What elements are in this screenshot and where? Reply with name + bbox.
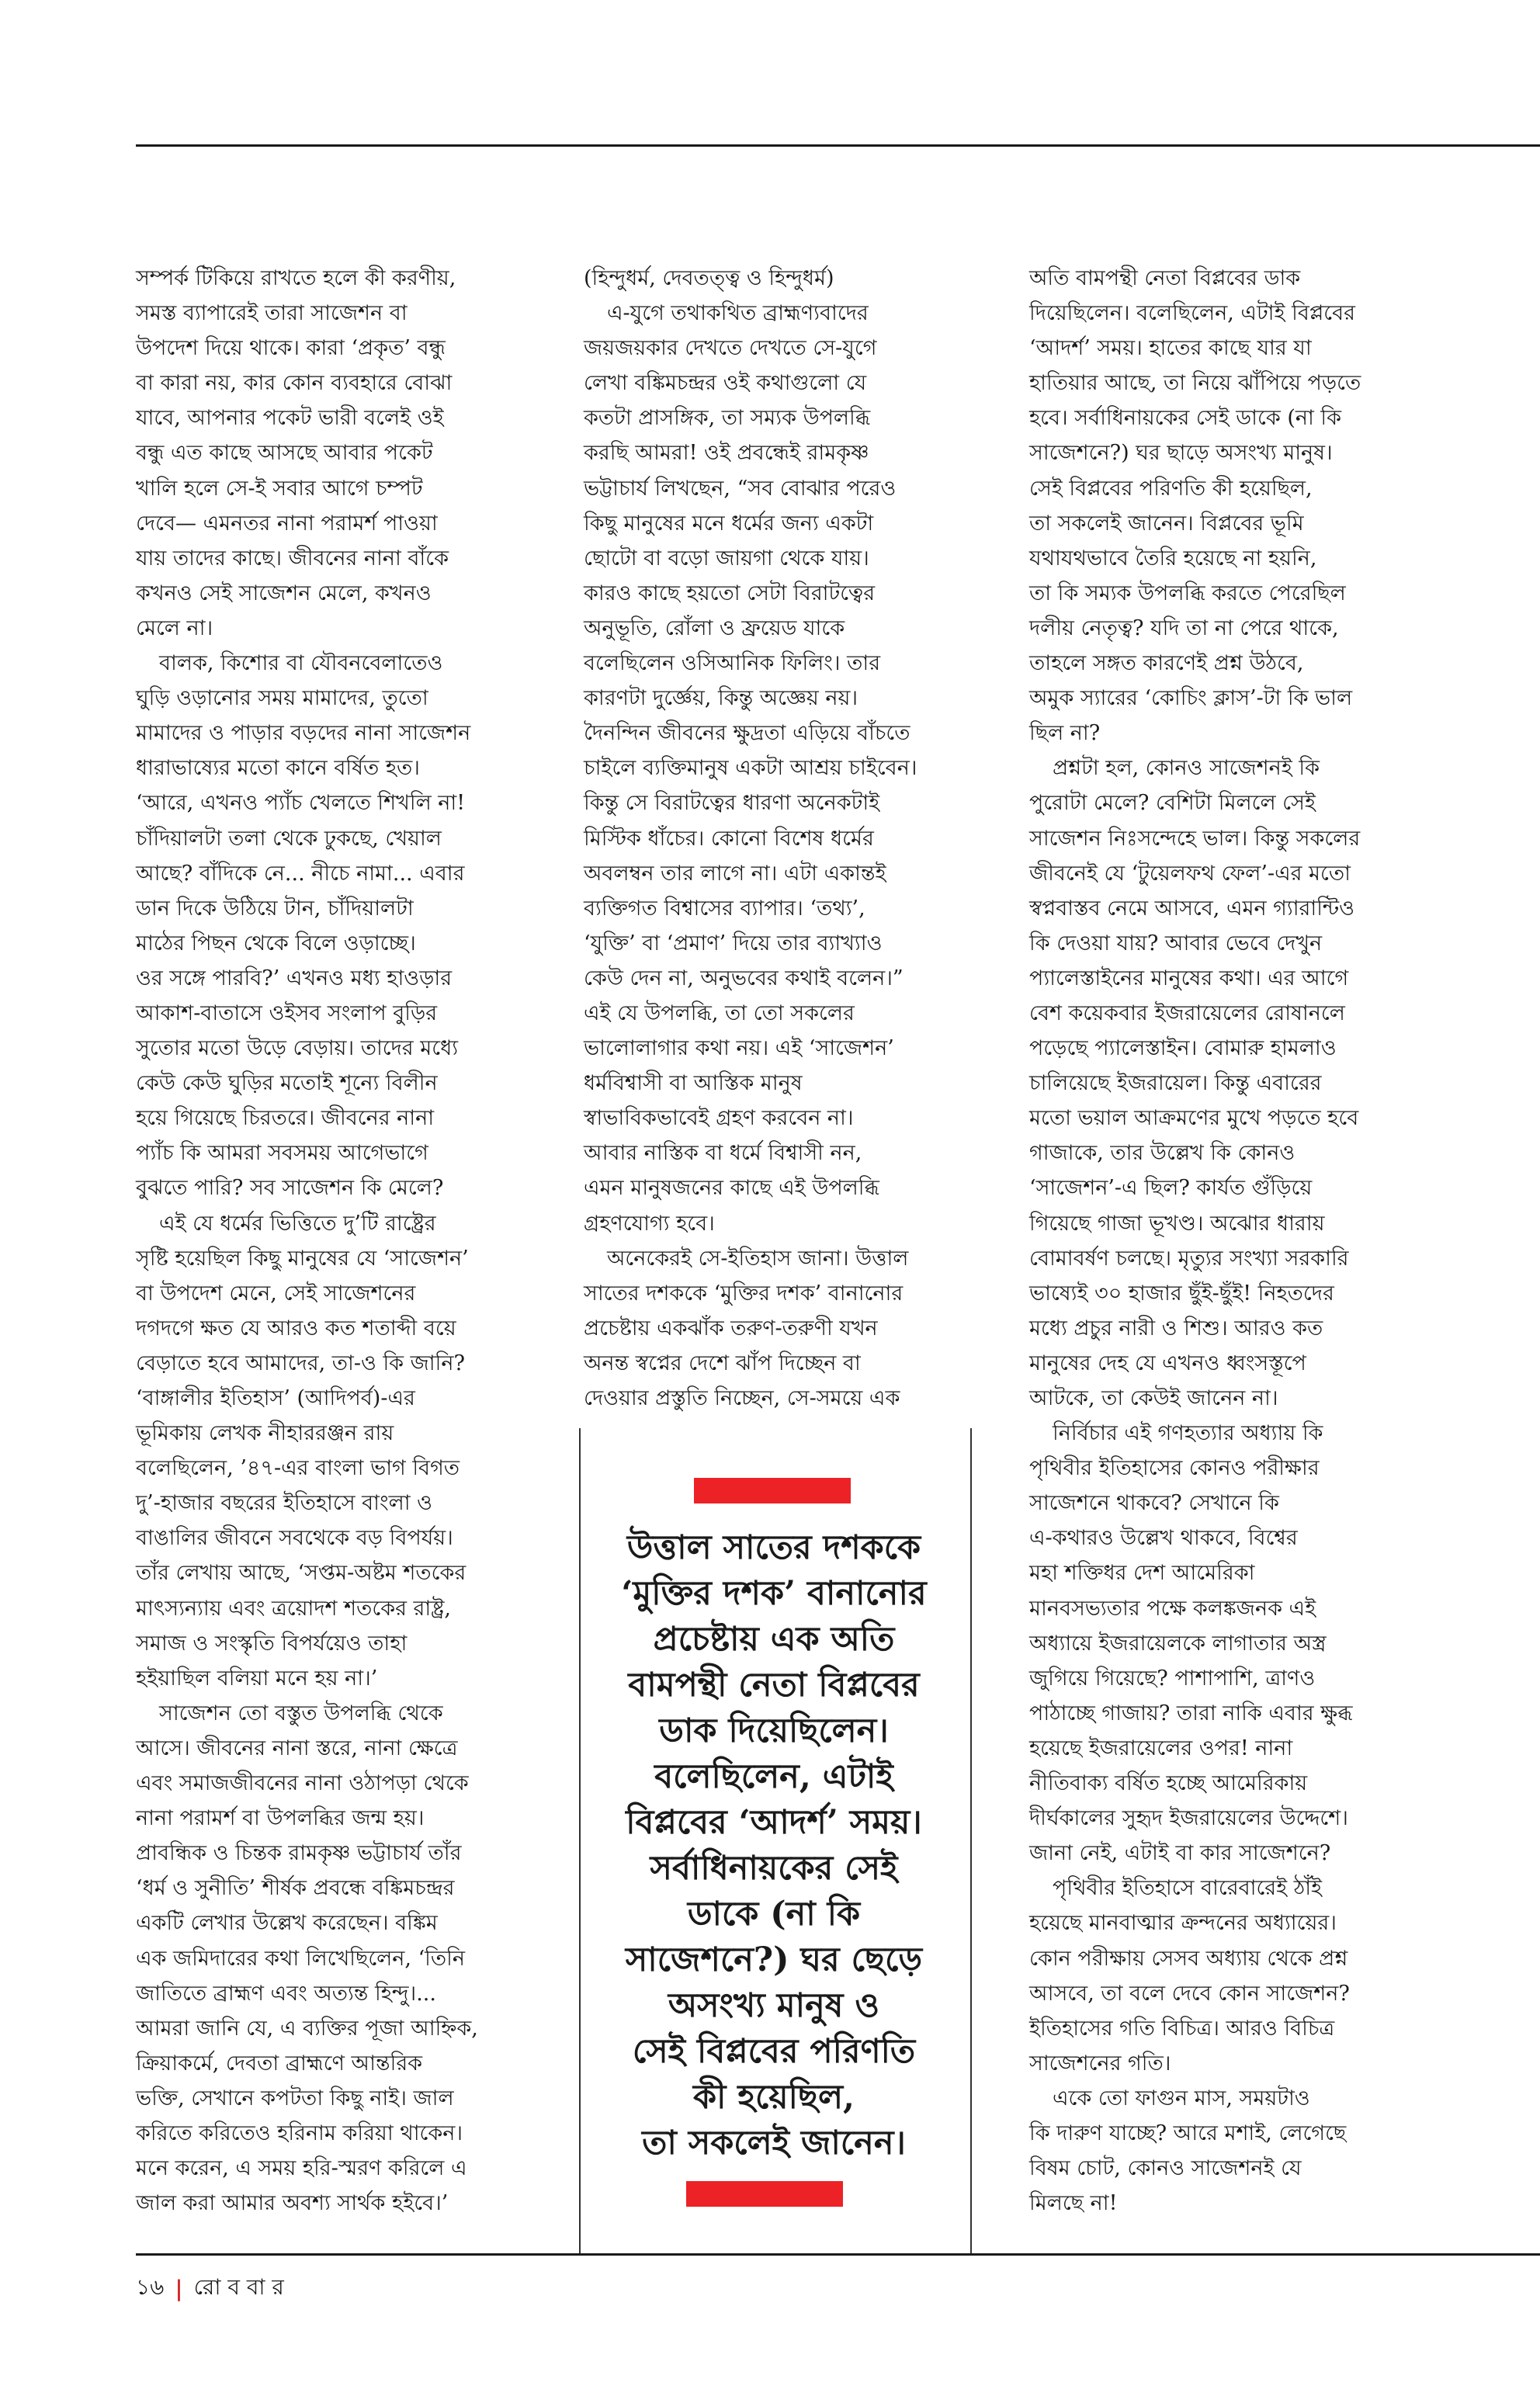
text-line: মামাদের ও পাড়ার বড়দের নানা সাজেশন: [136, 721, 471, 746]
text-line: ভূমিকায় লেখক নীহাররঞ্জন রায়: [136, 1421, 394, 1446]
text-line: দলীয় নেতৃত্ব? যদি তা না পেরে থাকে,: [1029, 616, 1339, 640]
text-line: ধারাভাষ্যের মতো কানে বর্ষিত হত।: [136, 756, 420, 781]
text-line: দেবে— এমনতর নানা পরামর্শ পাওয়া: [136, 511, 438, 536]
text-line: সাজেশনের গতি।: [1029, 2051, 1171, 2076]
text-line: পুরোটা মেলে? বেশিটা মিললে সেই: [1029, 791, 1316, 816]
text-line: গিয়েছে গাজা ভূখণ্ড। অঝোর ধারায়: [1029, 1211, 1325, 1236]
text-line: ডান দিকে উঠিয়ে টান, চাঁদিয়ালটা: [136, 896, 414, 921]
text-line: অবলম্বন তার লাগে না। এটা একান্তই: [584, 861, 886, 886]
text-line: করিতে করিতেও হরিনাম করিয়া থাকেন।: [136, 2121, 463, 2145]
text-line: দেওয়ার প্রস্তুতি নিচ্ছেন, সে-সময়ে এক: [584, 1386, 900, 1410]
text-line: করছি আমরা! ওই প্রবন্ধেই রামকৃষ্ণ: [584, 441, 869, 466]
text-line: জুগিয়ে গিয়েছে? পাশাপাশি, ত্রাণও: [1029, 1666, 1316, 1691]
text-line: দৈনন্দিন জীবনের ক্ষুদ্রতা এড়িয়ে বাঁচতে: [584, 721, 910, 746]
text-line: অতি বামপন্থী নেতা বিপ্লবের ডাক: [1029, 266, 1301, 290]
text-line: অমুক স্যারের ‘কোচিং ক্লাস’-টা কি ভাল: [1029, 686, 1353, 711]
text-line: পাঠাচ্ছে গাজায়? তারা নাকি এবার ক্ষুব্ধ: [1029, 1701, 1353, 1725]
pull-quote-line: কী হয়েছিল,: [693, 2078, 855, 2117]
text-line: বেশ কয়েকবার ইজরায়েলের রোষানলে: [1029, 1001, 1345, 1025]
text-line: লেখা বঙ্কিমচন্দ্রর ওই কথাগুলো যে: [584, 371, 867, 396]
text-line: যাবে, আপনার পকেট ভারী বলেই ওই: [136, 406, 444, 431]
text-line: কারণটা দুর্জ্ঞেয়, কিন্তু অজ্ঞেয় নয়।: [584, 686, 858, 711]
text-line: জীবনেই যে ‘টুয়েলফথ ফেল’-এর মতো: [1029, 861, 1351, 886]
text-line: আমরা জানি যে, এ ব্যক্তির পূজা আহ্নিক,: [136, 2016, 478, 2041]
text-line: অনেকেরই সে-ইতিহাস জানা। উত্তাল: [607, 1246, 909, 1271]
text-line: ভালোলাগার কথা নয়। এই ‘সাজেশন’: [584, 1036, 894, 1061]
page-number: ১৬: [136, 2274, 165, 2300]
text-line: ভাষ্যেই ৩০ হাজার ছুঁই-ছুঁই! নিহতদের: [1029, 1281, 1334, 1306]
text-line: মিস্টিক ধাঁচের। কোনো বিশেষ ধর্মের: [584, 826, 874, 851]
text-line: আছে? বাঁদিকে নে... নীচে নামা... এবার: [136, 861, 465, 886]
text-line: হয়ে গিয়েছে চিরতরে। জীবনের নানা: [136, 1106, 435, 1131]
text-line: সাজেশনে থাকবে? সেখানে কি: [1029, 1491, 1279, 1516]
text-line: এবং সমাজজীবনের নানা ওঠাপড়া থেকে: [136, 1771, 469, 1796]
text-line: পৃথিবীর ইতিহাসে বারেবারেই ঠাঁই: [1053, 1876, 1323, 1901]
text-line: সাজেশন নিঃসন্দেহে ভাল। কিন্তু সকলের: [1029, 826, 1361, 851]
footer-separator: |: [175, 2276, 183, 2301]
text-line: পড়েছে প্যালেস্তাইন। বোমারু হামলাও: [1029, 1036, 1337, 1061]
page-footer: [136, 2270, 284, 2307]
text-line: কতটা প্রাসঙ্গিক, তা সম্যক উপলব্ধি: [584, 406, 871, 431]
text-line: জাল করা আমার অবশ্য সার্থক হইবে।’: [136, 2191, 449, 2216]
text-line: কি দেওয়া যায়? আবার ভেবে দেখুন: [1029, 931, 1323, 955]
pull-quote-line: ডাক দিয়েছিলেন।: [659, 1712, 889, 1750]
text-line: নির্বিচার এই গণহত্যার অধ্যায় কি: [1053, 1421, 1323, 1446]
text-line: বা উপদেশ মেনে, সেই সাজেশনের: [136, 1281, 416, 1306]
text-line: কখনও সেই সাজেশন মেলে, কখনও: [136, 581, 432, 605]
text-line: প্যাঁচ কি আমরা সবসময় আগেভাগে: [136, 1141, 428, 1166]
pull-quote-line: উত্তাল সাতের দশককে: [626, 1528, 921, 1567]
text-line: হাতিয়ার আছে, তা নিয়ে ঝাঁপিয়ে পড়তে: [1029, 371, 1361, 396]
text-line: কেউ দেন না, অনুভবের কথাই বলেন।”: [584, 966, 904, 990]
text-line: হইয়াছিল বলিয়া মনে হয় না।’: [136, 1666, 378, 1691]
text-line: বুঝতে পারি? সব সাজেশন কি মেলে?: [136, 1176, 444, 1201]
text-line: (হিন্দুধর্ম, দেবতত্ত্ব ও হিন্দুধর্ম): [584, 266, 834, 290]
pull-quote-line: সেই বিপ্লবের পরিণতি: [632, 2032, 916, 2071]
text-line: তাহলে সঙ্গত কারণেই প্রশ্ন উঠবে,: [1029, 651, 1304, 676]
text-line: নানা পরামর্শ বা উপলব্ধির জন্ম হয়।: [136, 1806, 425, 1831]
text-line: মতো ভয়াল আক্রমণের মুখে পড়তে হবে: [1029, 1106, 1359, 1131]
text-line: দগদগে ক্ষত যে আরও কত শতাব্দী বয়ে: [136, 1316, 456, 1340]
text-line: আকাশ-বাতাসে ওইসব সংলাপ বুড়ির: [136, 1001, 438, 1025]
text-line: ক্রিয়াকর্মে, দেবতা ব্রাহ্মণে আন্তরিক: [136, 2051, 423, 2076]
pull-quote-line: বামপন্থী নেতা বিপ্লবের: [628, 1666, 920, 1705]
text-line: এমন মানুষজনের কাছে এই উপলব্ধি: [584, 1176, 879, 1201]
column-divider-right: [970, 1428, 972, 2255]
text-line: অনন্ত স্বপ্নের দেশে ঝাঁপ দিচ্ছেন বা: [584, 1351, 861, 1375]
text-line: দীর্ঘকালের সুহৃদ ইজরায়েলের উদ্দেশে।: [1029, 1806, 1348, 1831]
text-line: আসে। জীবনের নানা স্তরে, নানা ক্ষেত্রে: [136, 1736, 458, 1760]
text-line: এক জমিদারের কথা লিখেছিলেন, ‘তিনি: [136, 1946, 465, 1971]
pull-quote-bottom-bar: [686, 2181, 843, 2207]
text-line: ‘সাজেশন’-এ ছিল? কার্যত গুঁড়িয়ে: [1029, 1176, 1313, 1201]
text-line: কারও কাছে হয়তো সেটা বিরাটত্বের: [584, 581, 876, 605]
text-line: ‘বাঙ্গালীর ইতিহাস’ (আদিপর্ব)-এর: [136, 1386, 415, 1410]
text-line: আবার নাস্তিক বা ধর্মে বিশ্বাসী নন,: [584, 1141, 862, 1166]
text-line: ‘আদর্শ’ সময়। হাতের কাছে যার যা: [1029, 336, 1312, 361]
text-line: ছিল না?: [1029, 721, 1101, 746]
text-line: ভট্টাচার্য লিখছেন, “সব বোঝার পরেও: [584, 476, 897, 501]
text-line: কেউ কেউ ঘুড়ির মতোই শূন্যে বিলীন: [136, 1071, 438, 1096]
text-line: কিছু মানুষের মনে ধর্মের জন্য একটা: [584, 511, 874, 536]
text-line: মহা শক্তিধর দেশ আমেরিকা: [1029, 1561, 1255, 1586]
text-line: বোমাবর্ষণ চলছে। মৃত্যুর সংখ্যা সরকারি: [1029, 1246, 1349, 1271]
text-line: চাঁদিয়ালটা তলা থেকে ঢুকছে, খেয়াল: [136, 826, 442, 851]
text-line: ছোটো বা বড়ো জায়গা থেকে যায়।: [584, 546, 869, 571]
text-line: সেই বিপ্লবের পরিণতি কী হয়েছিল,: [1029, 476, 1313, 501]
text-line: ‘ধর্ম ও সুনীতি’ শীর্ষক প্রবন্ধে বঙ্কিমচন্দ্রর: [136, 1876, 455, 1901]
pull-quote-line: তা সকলেই জানেন।: [642, 2124, 906, 2162]
text-line: ঘুড়ি ওড়ানোর সময় মামাদের, তুতো: [136, 686, 428, 711]
pull-quote-line: বিপ্লবের ‘আদর্শ’ সময়।: [626, 1803, 922, 1842]
pull-quote: [584, 1525, 964, 2166]
text-line: বন্ধু এত কাছে আসছে আবার পকেট: [136, 441, 433, 466]
text-line: কোন পরীক্ষায় সেসব অধ্যায় থেকে প্রশ্ন: [1029, 1946, 1348, 1971]
text-line: মধ্যে প্রচুর নারী ও শিশু। আরও কত: [1029, 1316, 1323, 1340]
text-line: এ-যুগে তথাকথিত ব্রাহ্মণ্যবাদের: [607, 301, 869, 326]
text-line: কিন্তু সে বিরাটত্বের ধারণা অনেকটাই: [584, 791, 880, 816]
article-column-2: [584, 261, 956, 1416]
text-line: ইতিহাসের গতি বিচিত্র। আরও বিচিত্র: [1029, 2016, 1335, 2041]
text-line: মানুষের দেহ যে এখনও ধ্বংসস্তূপে: [1029, 1351, 1306, 1375]
pull-quote-line: ‘মুক্তির দশক’ বানানোর: [621, 1574, 927, 1613]
text-line: যায় তাদের কাছে। জীবনের নানা বাঁকে: [136, 546, 449, 571]
text-line: জানা নেই, এটাই বা কার সাজেশনে?: [1029, 1841, 1331, 1866]
text-line: গাজাকে, তার উল্লেখ কি কোনও: [1029, 1141, 1295, 1166]
text-line: মিলছে না!: [1029, 2191, 1118, 2216]
text-line: মনে করেন, এ সময় হরি-স্মরণ করিলে এ: [136, 2156, 467, 2181]
text-line: বলেছিলেন ওসিআনিক ফিলিং। তার: [584, 651, 881, 676]
text-line: মাঠের পিছন থেকে বিলে ওড়াচ্ছে।: [136, 931, 416, 955]
text-line: এই যে ধর্মের ভিত্তিতে দু’টি রাষ্ট্রের: [159, 1211, 436, 1236]
pull-quote-line: ডাকে (না কি: [687, 1895, 861, 1933]
bottom-rule: [136, 2253, 1540, 2256]
text-line: স্বাভাবিকভাবেই গ্রহণ করবেন না।: [584, 1106, 854, 1131]
text-line: চাইলে ব্যক্তিমানুষ একটা আশ্রয় চাইবেন।: [584, 756, 917, 781]
text-line: অধ্যায়ে ইজরায়েলকে লাগাতার অস্ত্র: [1029, 1631, 1327, 1656]
text-line: খালি হলে সে-ই সবার আগে চম্পট: [136, 476, 423, 501]
text-line: তা সকলেই জানেন। বিপ্লবের ভূমি: [1029, 511, 1304, 536]
text-line: একে তো ফাগুন মাস, সময়টাও: [1053, 2086, 1310, 2110]
text-line: উপদেশ দিয়ে থাকে। কারা ‘প্রকৃত’ বন্ধু: [136, 336, 446, 361]
text-line: সৃষ্টি হয়েছিল কিছু মানুষের যে ‘সাজেশন’: [136, 1246, 469, 1271]
text-line: সাতের দশককে ‘মুক্তির দশক’ বানানোর: [584, 1281, 904, 1306]
text-line: চালিয়েছে ইজরায়েল। কিন্তু এবারের: [1029, 1071, 1322, 1096]
text-line: সমস্ত ব্যাপারেই তারা সাজেশন বা: [136, 301, 408, 326]
text-line: আটকে, তা কেউই জানেন না।: [1029, 1386, 1278, 1410]
text-line: তা কি সম্যক উপলব্ধি করতে পেরেছিল: [1029, 581, 1346, 605]
text-line: জয়জয়কার দেখতে দেখতে সে-যুগে: [584, 336, 877, 361]
text-line: ভক্তি, সেখানে কপটতা কিছু নাই। জাল: [136, 2086, 454, 2110]
pull-quote-top-bar: [694, 1478, 851, 1503]
pull-quote-line: সাজেশনে?) ঘর ছেড়ে: [625, 1940, 923, 1979]
pull-quote-line: প্রচেষ্টায় এক অতি: [653, 1620, 895, 1659]
text-line: কি দারুণ যাচ্ছে? আরে মশাই, লেগেছে: [1029, 2121, 1347, 2145]
text-line: একটি লেখার উল্লেখ করেছেন। বঙ্কিম: [136, 1911, 438, 1936]
text-line: দু’-হাজার বছরের ইতিহাসে বাংলা ও: [136, 1491, 433, 1516]
column-divider-left: [579, 1428, 581, 2255]
text-line: সমাজ ও সংস্কৃতি বিপর্যয়েও তাহা: [136, 1631, 408, 1656]
text-line: যথাযথভাবে তৈরি হয়েছে না হয়নি,: [1029, 546, 1317, 571]
text-line: ‘যুক্তি’ বা ‘প্রমাণ’ দিয়ে তার ব্যাখ্যাও: [584, 931, 883, 955]
text-line: সাজেশন তো বস্তুত উপলব্ধি থেকে: [159, 1701, 443, 1725]
text-line: প্যালেস্তাইনের মানুষের কথা। এর আগে: [1029, 966, 1349, 990]
text-line: ধর্মবিশ্বাসী বা আস্তিক মানুষ: [584, 1071, 803, 1096]
text-line: বিষম চোট, কোনও সাজেশনই যে: [1029, 2156, 1302, 2181]
text-line: ওর সঙ্গে পারবি?’ এখনও মধ্য হাওড়ার: [136, 966, 453, 990]
text-line: তাঁর লেখায় আছে, ‘সপ্তম-অষ্টম শতকের: [136, 1561, 467, 1586]
text-line: দিয়েছিলেন। বলেছিলেন, এটাই বিপ্লবের: [1029, 301, 1356, 326]
text-line: বা কারা নয়, কার কোন ব্যবহারে বোঝা: [136, 371, 453, 396]
text-line: হয়েছে মানবাত্মার ক্রন্দনের অধ্যায়ের।: [1029, 1911, 1337, 1936]
top-rule: [136, 144, 1540, 147]
text-line: আসবে, তা বলে দেবে কোন সাজেশন?: [1029, 1981, 1350, 2006]
article-column-3: [1029, 261, 1425, 2221]
text-line: বেড়াতে হবে আমাদের, তা-ও কি জানি?: [136, 1351, 465, 1375]
text-line: হয়েছে ইজরায়েলের ওপর! নানা: [1029, 1736, 1293, 1760]
text-line: জাতিতে ব্রাহ্মণ এবং অত্যন্ত হিন্দু।...: [136, 1981, 436, 2006]
text-line: প্রাবন্ধিক ও চিন্তক রামকৃষ্ণ ভট্টাচার্য তাঁর: [136, 1841, 462, 1866]
pull-quote-line: অসংখ্য মানুষ ও: [668, 1986, 880, 2025]
text-line: বলেছিলেন, ’৪৭-এর বাংলা ভাগ বিগত: [136, 1456, 460, 1481]
text-line: হবে। সর্বাধিনায়কের সেই ডাকে (না কি: [1029, 406, 1341, 431]
text-line: এই যে উপলব্ধি, তা তো সকলের: [584, 1001, 855, 1025]
text-line: ব্যক্তিগত বিশ্বাসের ব্যাপার। ‘তথ্য’,: [584, 896, 865, 921]
pull-quote-line: বলেছিলেন, এটাই: [654, 1757, 893, 1796]
text-line: ‘আরে, এখনও প্যাঁচ খেলতে শিখলি না!: [136, 791, 466, 816]
text-line: বাঙালির জীবনে সবথেকে বড় বিপর্যয়।: [136, 1526, 453, 1551]
text-line: সম্পর্ক টিকিয়ে রাখতে হলে কী করণীয়,: [136, 266, 456, 290]
text-line: প্রচেষ্টায় একঝাঁক তরুণ-তরুণী যখন: [584, 1316, 878, 1340]
publication-name: রো ব বা র: [193, 2274, 284, 2300]
text-line: সুতোর মতো উড়ে বেড়ায়। তাদের মধ্যে: [136, 1036, 459, 1061]
text-line: বালক, কিশোর বা যৌবনবেলাতেও: [159, 651, 443, 676]
text-line: প্রশ্নটা হল, কোনও সাজেশনই কি: [1053, 756, 1320, 781]
text-line: পৃথিবীর ইতিহাসের কোনও পরীক্ষার: [1029, 1456, 1320, 1481]
text-line: মানবসভ্যতার পক্ষে কলঙ্কজনক এই: [1029, 1596, 1316, 1621]
text-line: গ্রহণযোগ্য হবে।: [584, 1211, 715, 1236]
text-line: মাৎস্যন্যায় এবং ত্রয়োদশ শতকের রাষ্ট্র,: [136, 1596, 451, 1621]
text-line: সাজেশনে?) ঘর ছাড়ে অসংখ্য মানুষ।: [1029, 441, 1333, 466]
pull-quote-line: সর্বাধিনায়কের সেই: [650, 1849, 898, 1888]
text-line: এ-কথারও উল্লেখ থাকবে, বিশ্বের: [1029, 1526, 1298, 1551]
text-line: অনুভূতি, রোঁলা ও ফ্রয়েড যাকে: [584, 616, 845, 640]
text-line: নীতিবাক্য বর্ষিত হচ্ছে আমেরিকায়: [1029, 1771, 1308, 1796]
article-column-1: [136, 261, 528, 2221]
text-line: মেলে না।: [136, 616, 213, 640]
text-line: স্বপ্নবাস্তব নেমে আসবে, এমন গ্যারান্টিও: [1029, 896, 1355, 921]
